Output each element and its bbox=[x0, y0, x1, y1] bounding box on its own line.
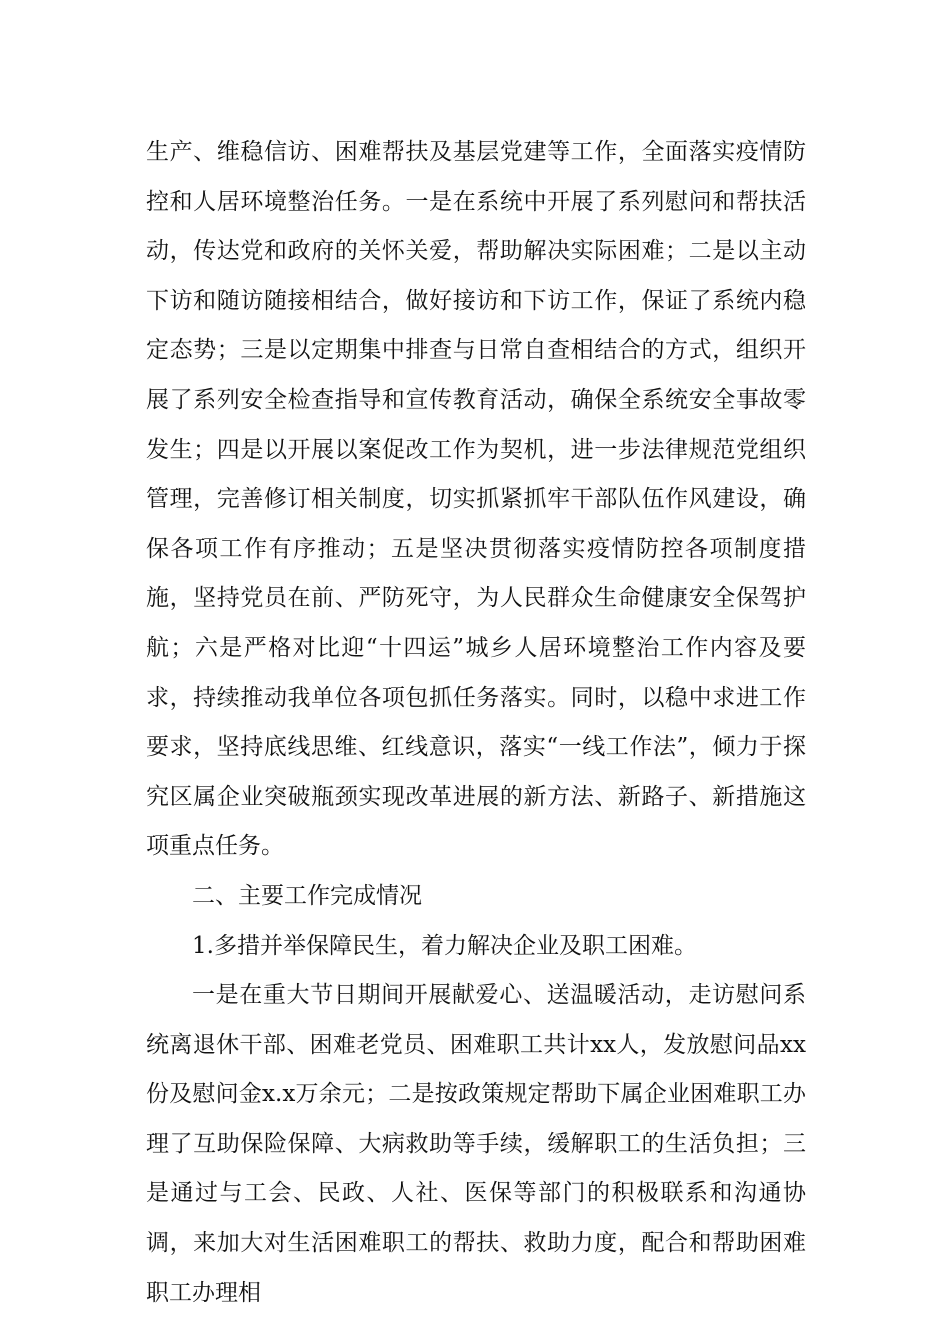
document-page bbox=[146, 128, 806, 1318]
section-heading: 二、主要工作完成情况 bbox=[192, 882, 422, 909]
continued-paragraph: 生产、维稳信访、困难帮扶及基层党建等工作，全面落实疫情防控和人居环境整治任务。一是在系统中开展了系列慰问和帮扶活动，传达党和政府的关怀关爱，帮助解决实际困难；二是以主动下访和随访随接相结合，做好接访和下访工作，保证了系统内稳定态势；三是以定期集中排查与日常自查相结合的方式，组织开展了系列安全检查指导和宣传教育活动，确保全系统安全事故零发生；四是以开展以案促改工作为契机，进一步法律规范党组织管理，完善修订相关制度，切实抓紧抓牢干部队伍作风建设，确保各项工作有序推动；五是坚决贯彻落实疫情防控各项制度措施，坚持党员在前、严防死守，为人民群众生命健康安全保驾护航；六是严格对比迎“十四运”城乡人居环境整治工作内容及要求，持续推动我单位各项包抓任务落实。同时，以稳中求进工作要求，坚持底线思维、红线意识，落实“一线工作法”，倾力于探究区属企业突破瓶颈实现改革进展的新方法、新路子、新措施这项重点任务。 bbox=[146, 139, 806, 860]
body-paragraph: 一是在重大节日期间开展献爱心、送温暖活动，走访慰问系统离退休干部、困难老党员、困难职工共计xx人，发放慰问品xx份及慰问金x.x万余元；二是按政策规定帮助下属企业困难职工办理了互助保险保障、大病救助等手续，缓解职工的生活负担；三是通过与工会、民政、人社、医保等部门的积极联系和沟通协调，来加大对生活困难职工的帮扶、救助力度，配合和帮助困难职工办理相 bbox=[146, 982, 806, 1306]
subsection-heading: 1.多措并举保障民生，着力解决企业及职工困难。 bbox=[192, 932, 697, 959]
